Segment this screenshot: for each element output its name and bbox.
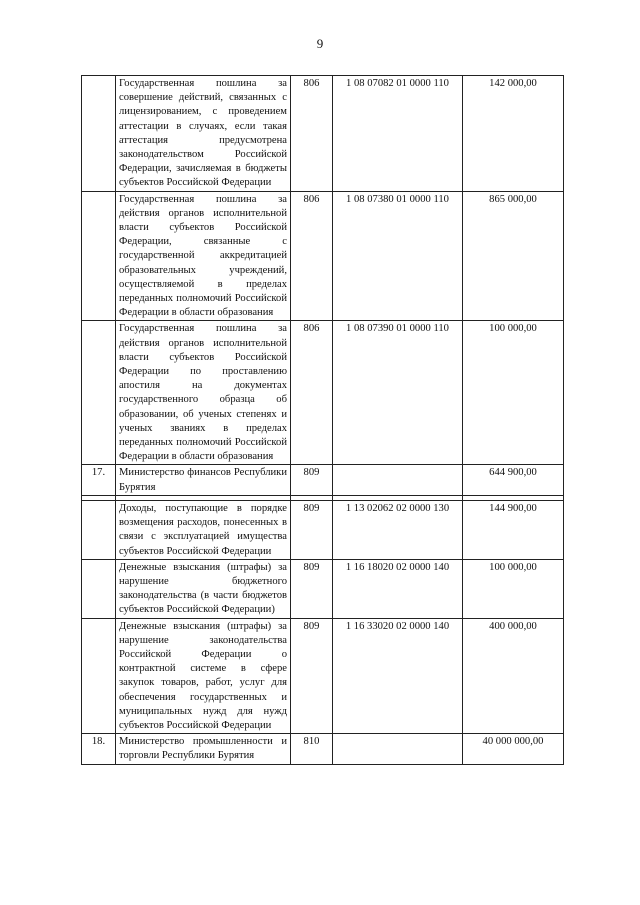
row-name: Денежные взыскания (штрафы) за нарушение законодательства Российской Федерации о контрактной системе в сфере закупок товаров, работ, услуг для обеспечения государственных и муниципальных нужд для нужд субъектов Российской Федерации	[116, 618, 291, 734]
row-revenue-code	[333, 465, 463, 495]
row-name: Государственная пошлина за действия органов исполнительной власти субъектов Российской Федерации по проставлению апостиля на документах государственного образца об образовании, об ученых степенях и ученых званиях в пределах переданных полномочий Российской Федерации в области образования	[116, 321, 291, 465]
row-admin-code: 809	[291, 559, 333, 618]
row-number	[82, 321, 116, 465]
row-name: Доходы, поступающие в порядке возмещения расходов, понесенных в связи с эксплуатацией имущества субъектов Российской Федерации	[116, 500, 291, 559]
table-row	[82, 500, 564, 559]
row-name: Денежные взыскания (штрафы) за нарушение бюджетного законодательства (в части бюджетов субъектов Российской Федерации)	[116, 559, 291, 618]
row-name: Государственная пошлина за действия органов исполнительной власти субъектов Российской Федерации, связанные с государственной аккредитацией образовательных учреждений, осуществляемой в пределах переданных полномочий Российской Федерации в области образования	[116, 191, 291, 321]
table-row	[82, 618, 564, 734]
row-name: Министерство финансов Республики Бурятия	[116, 465, 291, 495]
row-amount: 100 000,00	[463, 559, 564, 618]
row-name: Министерство промышленности и торговли Республики Бурятия	[116, 734, 291, 764]
row-name: Государственная пошлина за совершение действий, связанных с лицензированием, с проведением аттестации в случаях, если такая аттестация предусмотрена законодательством Российской Федерации, зачисляемая в бюджеты субъектов Российской Федерации	[116, 76, 291, 192]
row-admin-code: 806	[291, 191, 333, 321]
row-admin-code: 810	[291, 734, 333, 764]
table-row	[82, 734, 564, 764]
row-revenue-code: 1 08 07390 01 0000 110	[333, 321, 463, 465]
row-admin-code: 806	[291, 321, 333, 465]
row-number	[82, 76, 116, 192]
row-number: 18.	[82, 734, 116, 764]
row-amount: 865 000,00	[463, 191, 564, 321]
row-amount: 144 900,00	[463, 500, 564, 559]
row-revenue-code: 1 08 07380 01 0000 110	[333, 191, 463, 321]
row-admin-code: 809	[291, 618, 333, 734]
row-admin-code: 809	[291, 500, 333, 559]
row-revenue-code: 1 13 02062 02 0000 130	[333, 500, 463, 559]
revenue-table	[81, 75, 564, 765]
row-amount: 40 000 000,00	[463, 734, 564, 764]
page-number: 9	[316, 36, 324, 51]
row-number	[82, 500, 116, 559]
table-row	[82, 191, 564, 321]
row-revenue-code: 1 16 18020 02 0000 140	[333, 559, 463, 618]
table-row	[82, 465, 564, 495]
row-number: 17.	[82, 465, 116, 495]
row-revenue-code: 1 16 33020 02 0000 140	[333, 618, 463, 734]
row-number	[82, 191, 116, 321]
table-row	[82, 321, 564, 465]
row-revenue-code: 1 08 07082 01 0000 110	[333, 76, 463, 192]
row-number	[82, 618, 116, 734]
row-admin-code: 809	[291, 465, 333, 495]
row-admin-code: 806	[291, 76, 333, 192]
row-amount: 400 000,00	[463, 618, 564, 734]
table-row	[82, 559, 564, 618]
row-number	[82, 559, 116, 618]
table-row	[82, 76, 564, 192]
row-revenue-code	[333, 734, 463, 764]
row-amount: 142 000,00	[463, 76, 564, 192]
row-amount: 644 900,00	[463, 465, 564, 495]
row-amount: 100 000,00	[463, 321, 564, 465]
